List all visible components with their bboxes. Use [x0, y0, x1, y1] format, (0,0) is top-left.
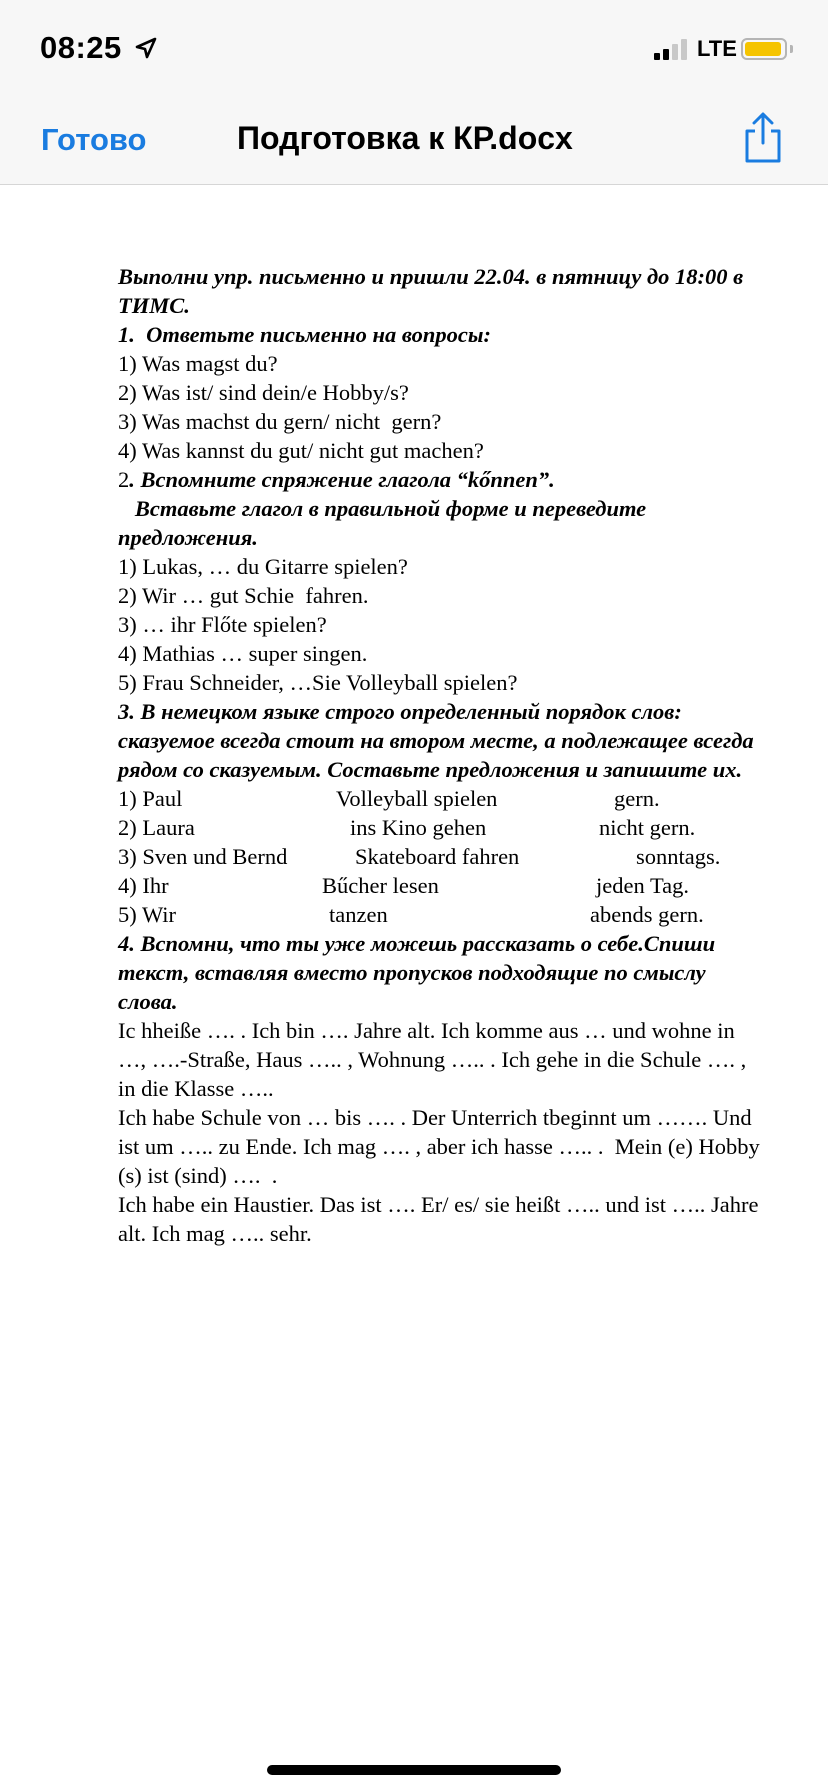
- battery-cap: [790, 45, 793, 53]
- task2-number: 2: [118, 467, 130, 492]
- home-indicator[interactable]: [267, 1765, 561, 1775]
- task2-item: 5) Frau Schneider, …Sie Volleyball spielen?: [118, 670, 518, 695]
- task2-item: 2) Wir … gut Schie fahren.: [118, 583, 369, 608]
- row-verb: Bűcher lesen: [322, 873, 439, 898]
- document-title: Подготовка к КР.docx: [237, 120, 573, 156]
- task2-heading-text: . Вспомните спряжение глагола “kőnnen”.: [129, 467, 555, 492]
- task3-row: [118, 871, 768, 900]
- task3-row: [118, 813, 768, 842]
- task3-heading: 3. В немецком языке строго определенный порядок слов: сказуемое всегда стоит на втором месте, а подлежащее всегда рядом со сказуемым. Составьте предложения и запишите их.: [118, 699, 760, 782]
- row-subject: 1) Paul: [118, 786, 183, 811]
- navigation-bar: [0, 0, 828, 185]
- row-adverb: nicht gern.: [599, 815, 696, 840]
- row-adverb: sonntags.: [636, 844, 721, 869]
- network-type: LTE: [697, 36, 737, 61]
- row-verb: Skateboard fahren: [355, 844, 520, 869]
- battery-level: [745, 42, 781, 56]
- task2-heading: [118, 465, 768, 494]
- task2-subheading: Вставьте глагол в правильной форме и переведите предложения.: [118, 496, 652, 550]
- task3-row: [118, 842, 768, 871]
- row-verb: Volleyball spielen: [336, 786, 498, 811]
- task4-paragraph: Ich habe ein Haustier. Das ist …. Er/ es/ sie heißt ….. und ist ….. Jahre alt. Ich mag ….. sehr.: [118, 1192, 765, 1246]
- document-body: [118, 262, 768, 1248]
- row-adverb: jeden Tag.: [596, 873, 689, 898]
- task3-row: [118, 784, 768, 813]
- location-arrow-icon: [134, 36, 158, 60]
- row-subject: 5) Wir: [118, 902, 177, 927]
- task4-paragraph: Ich habe Schule von … bis …. . Der Unterrich tbeginnt um ……. Und ist um ….. zu Ende. Ich mag …. , aber ich hasse ….. . Mein (e) Hobby (s) ist (sind) …. .: [118, 1105, 766, 1188]
- status-time: 08:25: [40, 30, 122, 65]
- task1-item: 1) Was magst du?: [118, 351, 278, 376]
- row-adverb: abends gern.: [590, 902, 704, 927]
- task1-item: 4) Was kannst du gut/ nicht gut machen?: [118, 438, 484, 463]
- row-subject: 2) Laura: [118, 815, 195, 840]
- battery-icon: [741, 38, 787, 60]
- cellular-signal-icon: [654, 38, 688, 60]
- row-adverb: gern.: [614, 786, 660, 811]
- task2-item: 3) … ihr Flőte spielen?: [118, 612, 327, 637]
- share-icon[interactable]: [741, 111, 785, 165]
- done-button[interactable]: Готово: [41, 122, 147, 157]
- task1-heading: 1. Ответьте письменно на вопросы:: [118, 322, 491, 347]
- row-subject: 4) Ihr: [118, 873, 169, 898]
- task4-paragraph: Ic hheiße …. . Ich bin …. Jahre alt. Ich komme aus … und wohne in …, ….-Straße, Haus ….. , Wohnung ….. . Ich gehe in die Schule …. , in die Klasse …..: [118, 1018, 752, 1101]
- task4-heading: 4. Вспомни, что ты уже можешь рассказать о себе.Спиши текст, вставляя вместо пропусков подходящие по смыслу слова.: [118, 931, 721, 1014]
- row-subject: 3) Sven und Bernd: [118, 844, 288, 869]
- task2-item: 4) Mathias … super singen.: [118, 641, 368, 666]
- row-verb: tanzen: [329, 902, 388, 927]
- task1-item: 2) Was ist/ sind dein/e Hobby/s?: [118, 380, 409, 405]
- task3-row: [118, 900, 768, 929]
- task2-item: 1) Lukas, … du Gitarre spielen?: [118, 554, 408, 579]
- intro-text: Выполни упр. письменно и пришли 22.04. в пятницу до 18:00 в ТИМС.: [118, 264, 749, 318]
- task1-item: 3) Was machst du gern/ nicht gern?: [118, 409, 442, 434]
- row-verb: ins Kino gehen: [350, 815, 487, 840]
